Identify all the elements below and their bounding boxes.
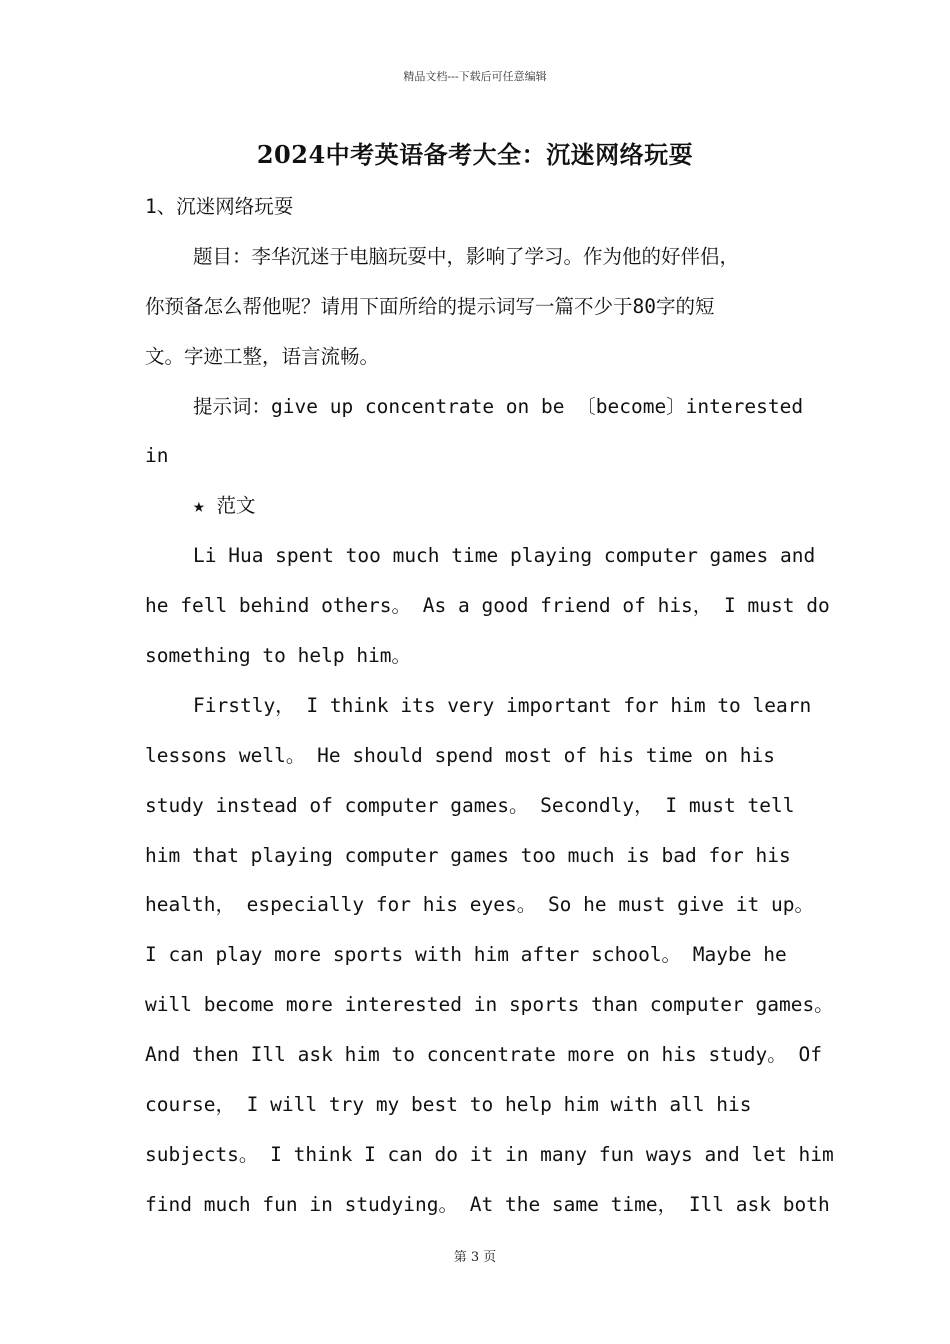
- essay-line: will become more interested in sports than computer games。: [145, 993, 834, 1017]
- section-heading: 1、沉迷网络玩耍: [145, 195, 294, 218]
- essay-line: course， I will try my best to help him with all his: [145, 1093, 752, 1117]
- sample-heading: ★ 范文: [193, 494, 256, 518]
- essay-line: Firstly， I think its very important for him to learn: [193, 693, 812, 717]
- prompt-line: 文。字迹工整，语言流畅。: [145, 344, 380, 368]
- page-header: 精品文档---下载后可任意编辑: [403, 70, 547, 83]
- essay-line: find much fun in studying。 At the same time， Ill ask both: [145, 1192, 830, 1216]
- hint-line: in: [145, 444, 169, 468]
- page-number: 第 3 页: [453, 1250, 497, 1265]
- document-body: [145, 182, 834, 1230]
- page-title: 2024中考英语备考大全：沉迷网络玩耍: [256, 140, 694, 169]
- essay-line: subjects。 I think I can do it in many fun ways and let him: [145, 1142, 834, 1166]
- essay-line: him that playing computer games too much is bad for his: [145, 843, 791, 867]
- essay-line: Li Hua spent too much time playing computer games and: [193, 544, 816, 568]
- essay-line: something to help him。: [145, 644, 412, 668]
- essay-line: I can play more sports with him after school。 Maybe he: [145, 943, 787, 967]
- essay-line: he fell behind others。 As a good friend of his， I must do: [145, 594, 830, 618]
- hint-line: 提示词：give up concentrate on be 〔become〕interested: [193, 394, 804, 418]
- essay-line: health， especially for his eyes。 So he must give it up。: [145, 893, 814, 917]
- essay-line: And then Ill ask him to concentrate more on his study。 Of: [145, 1043, 822, 1067]
- essay-line: lessons well。 He should spend most of his time on his: [145, 743, 775, 767]
- prompt-line: 你预备怎么帮他呢？请用下面所给的提示词写一篇不少于80字的短: [145, 294, 715, 318]
- prompt-line: 题目：李华沉迷于电脑玩耍中，影响了学习。作为他的好伴侣，: [193, 244, 740, 268]
- essay-line: study instead of computer games。 Secondly， I must tell: [145, 793, 795, 817]
